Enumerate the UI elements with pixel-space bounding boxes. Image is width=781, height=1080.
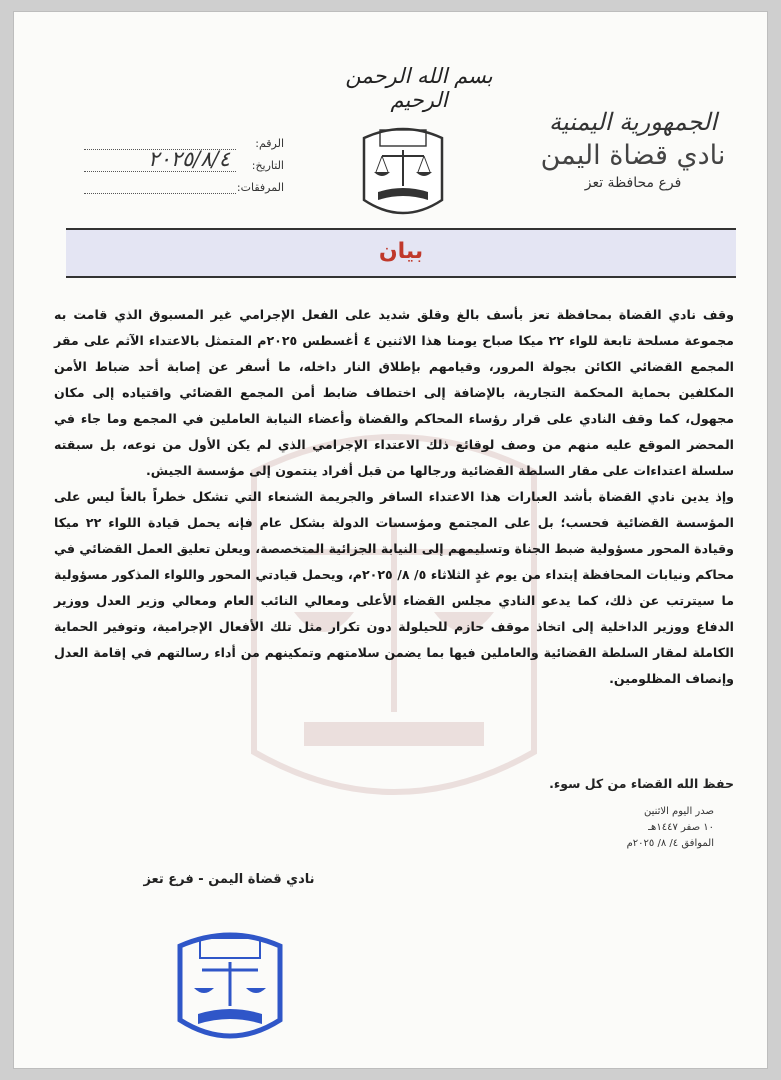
ref-label: الرقم:: [255, 137, 284, 150]
organization-header: [523, 108, 743, 191]
basmala: بسم الله الرحمن الرحيم: [345, 64, 493, 112]
issued-line-3: الموافق ٤/ ٨/ ٢٠٢٥م: [626, 838, 714, 849]
document-title: بيان: [378, 239, 424, 264]
paragraph-1: وقف نادي القضاة بمحافظة تعز بأسف بالغ وقلق شديد على الفعل الإجرامي غير المسبوق الذي قامت به مجموعة مسلحة تابعة للواء ٢٢ ميكا صباح يومنا هذا الاثنين ٤ أغسطس ٢٠٢٥م المتمثل بالاعتداء الآثم على مقر المجمع القضائي الكائن بجولة المرور، وقيامهم بإطلاق النار داخله، ما أسفر عن إصابة أحد ضباط الأمن المكلفين بحماية المحكمة التجارية، بالإضافة إلى اختطاف ضابط أمن المجمع القضائي واقتياده إلى مكان مجهول، كما وقف النادي على قرار رؤساء المحاكم والقضاة وأعضاء النيابة العاملين في المجمع وما جاء في المحضر الموقع عليه منهم من وصف لوقائع ذلك الاعتداء الإجرامي الذي لم يكن الأول من نوعه، بل سبقته سلسلة اعتداءات على مقار السلطة القضائية ورجالها من قبل أفراد ينتمون إلى مؤسسة الجيش.: [54, 307, 734, 478]
issued-line-2: ١٠ صفر ١٤٤٧هـ: [648, 822, 714, 833]
date-label: التاريخ:: [251, 159, 284, 172]
date-row: [84, 147, 284, 172]
issued-line-1: صدر اليوم الاثنين: [643, 806, 714, 817]
title-banner: [66, 228, 736, 278]
branch-name: فرع محافظة تعز: [584, 175, 682, 191]
issue-date-block: [534, 804, 714, 852]
paragraph-2: وإذ يدين نادي القضاة بأشد العبارات هذا الاعتداء السافر والجريمة الشنعاء التي تشكل خطراً بالغاً ليس على المؤسسة القضائية فحسب؛ بل على المجتمع ومؤسسات الدولة بشكل عام فإنه يحمل قيادة اللواء ٢٢ ميكا وقيادة المحور مسؤولية ضبط الجناة وتسليمهم إلى النيابة الجزائية المتخصصة، ويعلن تعليق العمل القضائي في محاكم ونيابات المحافظة إبتداء من يوم غدٍ الثلاثاء ٥/ ٨/ ٢٠٢٥م، ويحمل قيادتي المحور واللواء المذكور مسؤولية ما سيترتب عن ذلك، كما يدعو النادي مجلس القضاء الأعلى ومعالي النائب العام ومعالي وزير العدل ووزير الدفاع ووزير الداخلية إلى اتخاذ موقف حازم للحيلولة دون تكرار مثل تلك الأفعال الإجرامية، وتوفير الحماية الكاملة لمقار السلطة القضائية والعاملين فيها بما يضمن سلامتهم وتمكينهم من أداء رسالتهم في إقامة العدل وإنصاف المظلومين.: [54, 489, 734, 686]
statement-body: [54, 302, 734, 692]
attachments-label: المرفقات:: [236, 181, 284, 194]
signature: نادي قضاة اليمن - فرع تعز: [143, 872, 315, 887]
republic-name: الجمهورية اليمنية: [548, 108, 718, 136]
club-emblem-icon: [358, 120, 448, 226]
date-value: ٢٠٢٥/٨/٤: [148, 147, 230, 171]
closing-line: حفظ الله القضاء من كل سوء.: [549, 776, 734, 791]
official-stamp-icon: [174, 924, 286, 1052]
reference-block: [84, 128, 284, 194]
attachments-row: [84, 172, 284, 194]
document-page: [14, 12, 767, 1068]
club-name: نادي قضاة اليمن: [540, 140, 726, 171]
